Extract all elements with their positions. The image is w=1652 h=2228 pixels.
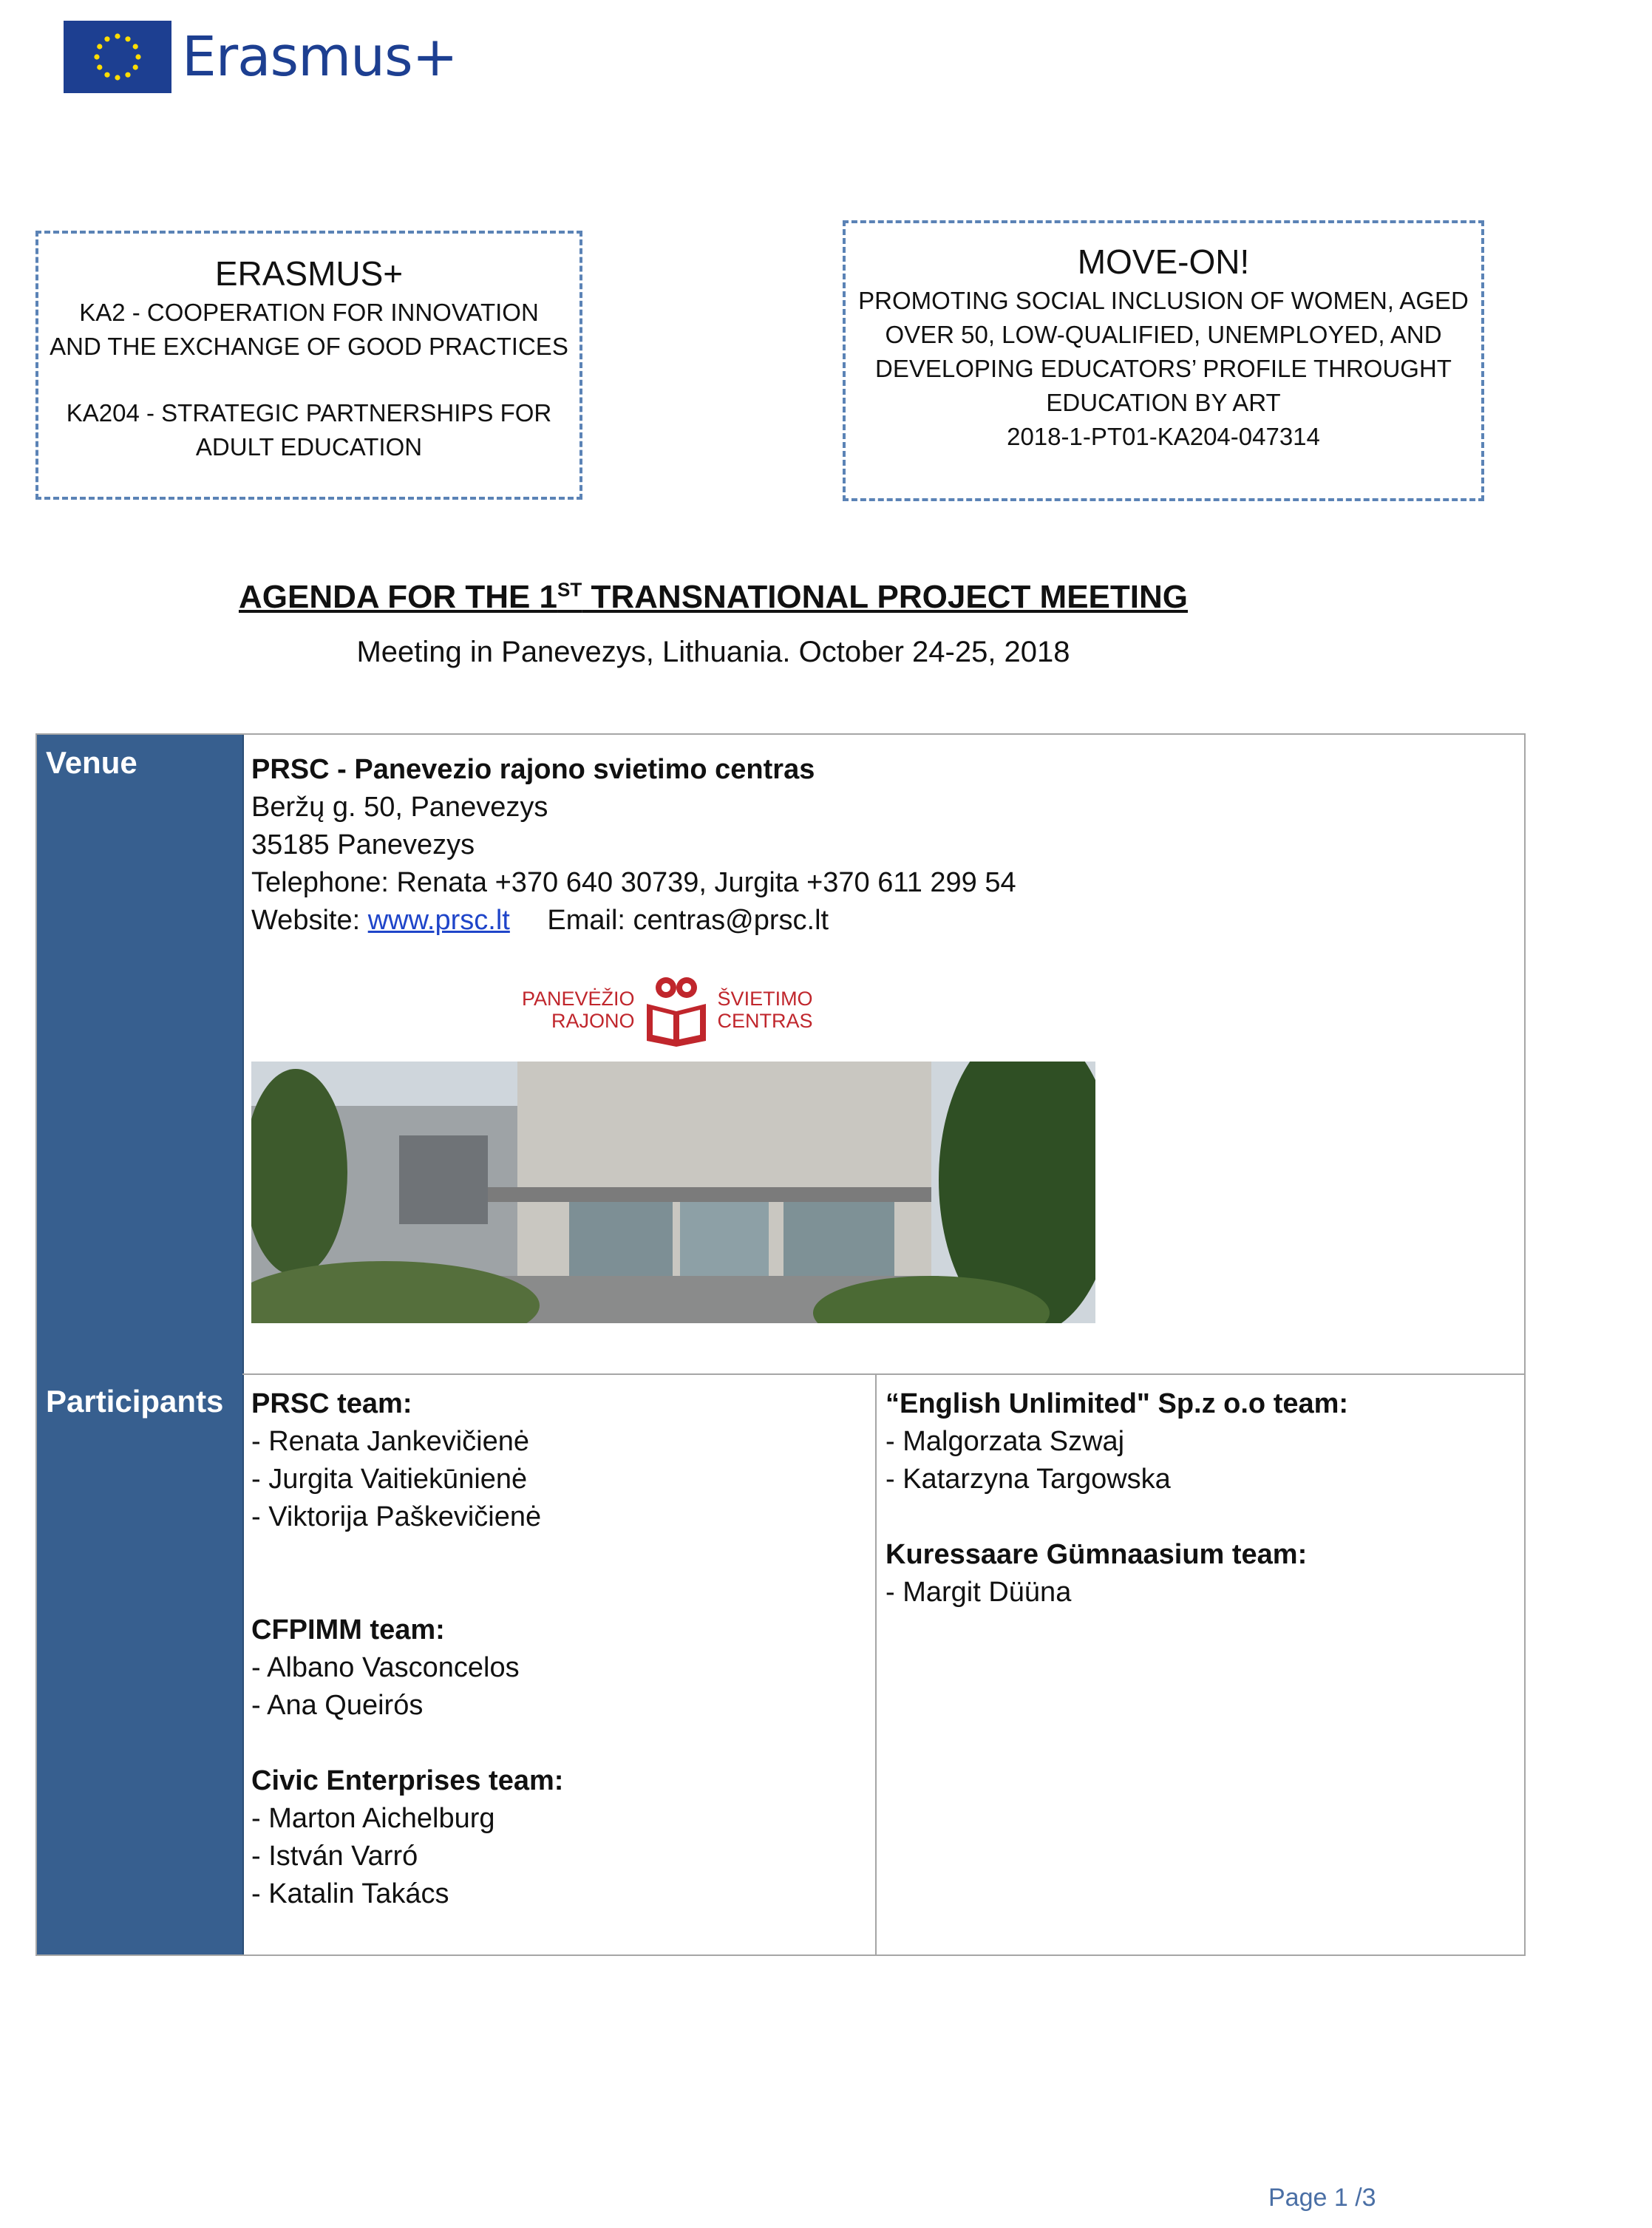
venue-name: PRSC - Panevezio rajono svietimo centras [251, 754, 815, 785]
row-divider [242, 1373, 1526, 1375]
list-item: - Ana Queirós [251, 1690, 424, 1721]
erasmus-logo-text: Erasmus+ [182, 25, 458, 89]
venue-web-email: Website: www.prsc.lt Email: centras@prsc.lt [251, 905, 829, 936]
list-item: - Albano Vasconcelos [251, 1652, 520, 1683]
eu-flag-icon [64, 21, 171, 93]
column-divider [875, 1373, 877, 1956]
team-heading: Kuressaare Gümnaasium team: [886, 1539, 1308, 1570]
website-link[interactable]: www.prsc.lt [367, 905, 510, 936]
list-item: - Margit Düüna [886, 1577, 1072, 1608]
program-line: KA2 - COOPERATION FOR INNOVATION [79, 299, 539, 326]
list-item: - Renata Jankevičienė [251, 1426, 529, 1457]
project-line: DEVELOPING EDUCATORS’ PROFILE THROUGHT [875, 355, 1452, 382]
program-title: ERASMUS+ [214, 254, 404, 293]
project-line: OVER 50, LOW-QUALIFIED, UNEMPLOYED, AND [885, 321, 1442, 348]
prsc-logo: PANEVĖŽIO RAJONO ŠVIETIMO CENTRAS [522, 971, 832, 1048]
program-line: KA204 - STRATEGIC PARTNERSHIPS FOR [66, 399, 552, 427]
program-line: AND THE EXCHANGE OF GOOD PRACTICES [50, 333, 568, 360]
venue-email: Email: centras@prsc.lt [547, 905, 829, 936]
participants-label: Participants [46, 1384, 224, 1419]
project-title: MOVE-ON! [1077, 242, 1250, 281]
side-band [37, 735, 244, 1954]
venue-details [251, 751, 1016, 940]
project-box [843, 220, 1484, 501]
list-item: - Malgorzata Szwaj [886, 1426, 1125, 1457]
agenda-title: AGENDA FOR THE 1ST TRANSNATIONAL PROJECT MEETING [238, 578, 1189, 615]
team-heading: PRSC team: [251, 1388, 412, 1419]
venue-building-photo [251, 1062, 1095, 1323]
project-line: EDUCATION BY ART [1046, 389, 1281, 416]
participants-left [251, 1385, 563, 1913]
list-item: - István Varró [251, 1841, 418, 1872]
list-item: - Marton Aichelburg [251, 1803, 495, 1834]
program-line: ADULT EDUCATION [195, 433, 423, 461]
venue-label: Venue [46, 745, 137, 780]
page-number: Page 1 /3 [1268, 2184, 1376, 2212]
list-item: - Viktorija Paškevičienė [251, 1501, 542, 1532]
project-code: 2018-1-PT01-KA204-047314 [1007, 423, 1320, 450]
project-line: PROMOTING SOCIAL INCLUSION OF WOMEN, AGED [858, 287, 1469, 314]
venue-postcode: 35185 Panevezys [251, 829, 475, 860]
team-heading: Civic Enterprises team: [251, 1765, 564, 1796]
venue-address: Beržų g. 50, Panevezys [251, 792, 548, 823]
participants-right [886, 1385, 1348, 1611]
program-box [35, 231, 582, 500]
list-item: - Katalin Takács [251, 1878, 449, 1909]
owl-book-icon [642, 973, 710, 1047]
venue-telephone: Telephone: Renata +370 640 30739, Jurgita +370 611 299 54 [251, 867, 1016, 898]
team-heading: CFPIMM team: [251, 1614, 445, 1645]
agenda-subtitle: Meeting in Panevezys, Lithuania. October 24-25, 2018 [356, 636, 1070, 668]
list-item: - Jurgita Vaitiekūnienė [251, 1464, 528, 1495]
team-heading: “English Unlimited" Sp.z o.o team: [886, 1388, 1349, 1419]
list-item: - Katarzyna Targowska [886, 1464, 1171, 1495]
agenda-table [35, 733, 1526, 1956]
erasmus-logo [64, 21, 458, 93]
